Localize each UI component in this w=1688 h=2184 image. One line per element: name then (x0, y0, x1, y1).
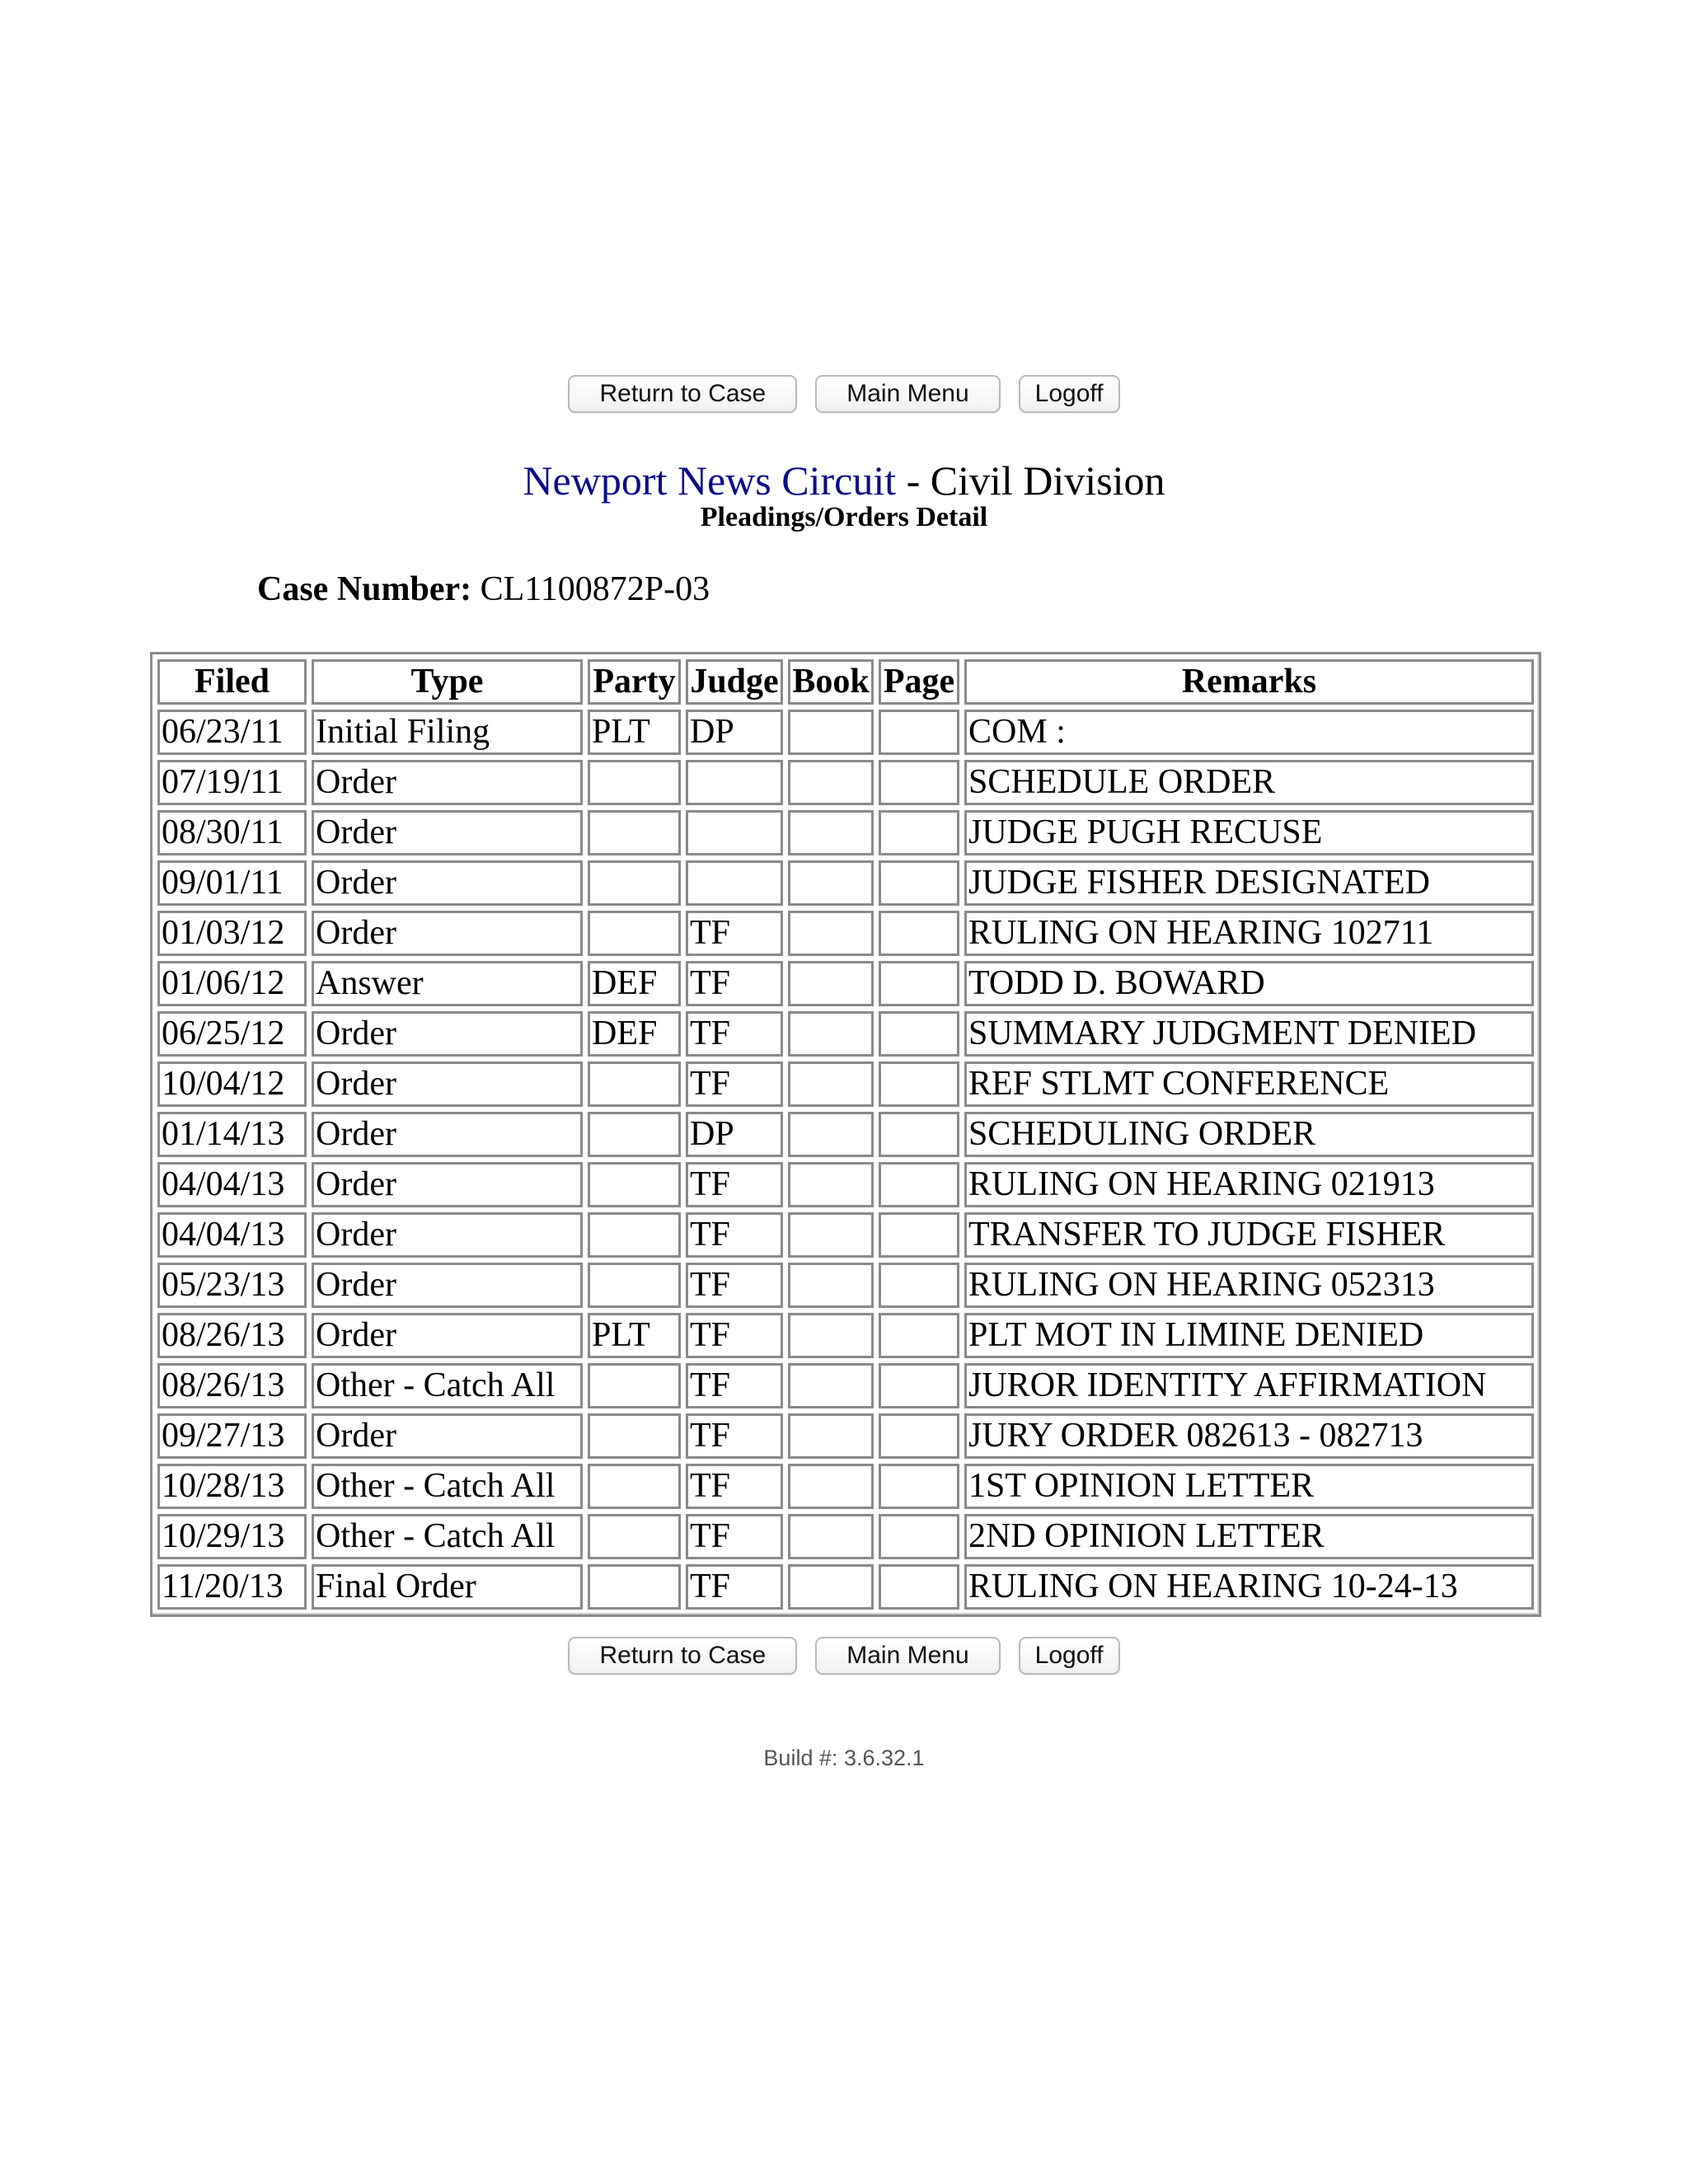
cell-judge: TF (686, 1313, 783, 1358)
cell-book (788, 860, 874, 906)
table-row (157, 1514, 1534, 1559)
cell-book (788, 1263, 874, 1308)
table-row (157, 1011, 1534, 1057)
cell-party (588, 810, 681, 855)
cell-filed: 08/30/11 (157, 810, 307, 855)
cell-book (788, 1514, 874, 1559)
cell-page (879, 1112, 959, 1157)
cell-party: DEF (588, 1011, 681, 1057)
cell-remarks: SCHEDULE ORDER (964, 760, 1534, 805)
cell-page (879, 1011, 959, 1057)
cell-party (588, 911, 681, 956)
cell-party (588, 1162, 681, 1207)
cell-type: Order (312, 1212, 583, 1258)
title-separator: - (896, 457, 931, 504)
column-header-party: Party (588, 659, 681, 705)
cell-type: Order (312, 1263, 583, 1308)
cell-book (788, 810, 874, 855)
cell-type: Initial Filing (312, 710, 583, 755)
cell-remarks: PLT MOT IN LIMINE DENIED (964, 1313, 1534, 1358)
table-row (157, 911, 1534, 956)
column-header-book: Book (788, 659, 874, 705)
cell-page (879, 710, 959, 755)
table-row (157, 1162, 1534, 1207)
cell-remarks: TRANSFER TO JUDGE FISHER (964, 1212, 1534, 1258)
cell-party (588, 1363, 681, 1408)
cell-type: Answer (312, 961, 583, 1006)
table-row (157, 1564, 1534, 1610)
cell-book (788, 760, 874, 805)
cell-type: Order (312, 1413, 583, 1459)
page-title (0, 456, 1688, 505)
cell-page (879, 1212, 959, 1258)
cell-remarks: JUDGE PUGH RECUSE (964, 810, 1534, 855)
build-number: Build #: 3.6.32.1 (763, 1746, 925, 1770)
bottom-nav (0, 1637, 1688, 1675)
logoff-button[interactable]: Logoff (1019, 375, 1120, 413)
cell-page (879, 860, 959, 906)
cell-book (788, 1413, 874, 1459)
cell-filed: 10/28/13 (157, 1464, 307, 1509)
column-header-remarks: Remarks (964, 659, 1534, 705)
cell-party (588, 1564, 681, 1610)
cell-judge: DP (686, 710, 783, 755)
cell-party (588, 1413, 681, 1459)
return-to-case-button[interactable]: Return to Case (568, 375, 797, 413)
case-number-value: CL1100872P-03 (480, 570, 710, 608)
cell-party (588, 1263, 681, 1308)
cell-page (879, 1514, 959, 1559)
cell-book (788, 961, 874, 1006)
division-name: Civil Division (930, 457, 1165, 504)
cell-judge: TF (686, 1514, 783, 1559)
cell-filed: 09/01/11 (157, 860, 307, 906)
page-subtitle: Pleadings/Orders Detail (700, 502, 988, 532)
cell-judge: TF (686, 961, 783, 1006)
cell-type: Order (312, 1313, 583, 1358)
cell-filed: 01/06/12 (157, 961, 307, 1006)
cell-party (588, 860, 681, 906)
cell-filed: 10/29/13 (157, 1514, 307, 1559)
cell-type: Order (312, 1162, 583, 1207)
cell-page (879, 1162, 959, 1207)
cell-remarks: RULING ON HEARING 10-24-13 (964, 1564, 1534, 1610)
cell-remarks: SUMMARY JUDGMENT DENIED (964, 1011, 1534, 1057)
cell-book (788, 1212, 874, 1258)
cell-remarks: TODD D. BOWARD (964, 961, 1534, 1006)
pleadings-table (150, 652, 1541, 1617)
column-header-page: Page (879, 659, 959, 705)
table-row (157, 760, 1534, 805)
cell-judge: TF (686, 1162, 783, 1207)
cell-filed: 10/04/12 (157, 1062, 307, 1107)
cell-party (588, 1112, 681, 1157)
cell-page (879, 1413, 959, 1459)
cell-book (788, 710, 874, 755)
cell-book (788, 1011, 874, 1057)
court-name: Newport News Circuit (523, 457, 897, 504)
cell-type: Final Order (312, 1564, 583, 1610)
table-row (157, 710, 1534, 755)
cell-filed: 04/04/13 (157, 1212, 307, 1258)
cell-type: Order (312, 1062, 583, 1107)
cell-book (788, 911, 874, 956)
logoff-button[interactable]: Logoff (1019, 1637, 1120, 1675)
cell-type: Order (312, 1112, 583, 1157)
cell-judge (686, 860, 783, 906)
cell-page (879, 760, 959, 805)
cell-type: Order (312, 860, 583, 906)
cell-remarks: 1ST OPINION LETTER (964, 1464, 1534, 1509)
cell-filed: 09/27/13 (157, 1413, 307, 1459)
cell-judge: TF (686, 1263, 783, 1308)
cell-remarks: JUROR IDENTITY AFFIRMATION (964, 1363, 1534, 1408)
cell-book (788, 1062, 874, 1107)
cell-type: Other - Catch All (312, 1363, 583, 1408)
cell-party (588, 1464, 681, 1509)
cell-judge: TF (686, 1062, 783, 1107)
cell-book (788, 1313, 874, 1358)
cell-page (879, 1363, 959, 1408)
table-row (157, 1313, 1534, 1358)
cell-page (879, 1564, 959, 1610)
cell-remarks: RULING ON HEARING 052313 (964, 1263, 1534, 1308)
cell-page (879, 911, 959, 956)
cell-book (788, 1464, 874, 1509)
cell-remarks: RULING ON HEARING 021913 (964, 1162, 1534, 1207)
cell-party (588, 1062, 681, 1107)
cell-party (588, 1212, 681, 1258)
cell-page (879, 1464, 959, 1509)
cell-page (879, 1263, 959, 1308)
cell-remarks: REF STLMT CONFERENCE (964, 1062, 1534, 1107)
cell-filed: 07/19/11 (157, 760, 307, 805)
cell-type: Order (312, 760, 583, 805)
cell-filed: 01/14/13 (157, 1112, 307, 1157)
cell-judge: TF (686, 1413, 783, 1459)
table-row (157, 961, 1534, 1006)
cell-remarks: JURY ORDER 082613 - 082713 (964, 1413, 1534, 1459)
cell-party (588, 760, 681, 805)
cell-party: PLT (588, 710, 681, 755)
cell-judge (686, 760, 783, 805)
cell-remarks: JUDGE FISHER DESIGNATED (964, 860, 1534, 906)
cell-judge (686, 810, 783, 855)
cell-judge: TF (686, 1564, 783, 1610)
table-row (157, 1062, 1534, 1107)
table-header-row (157, 659, 1534, 705)
cell-type: Other - Catch All (312, 1514, 583, 1559)
cell-page (879, 1313, 959, 1358)
cell-book (788, 1363, 874, 1408)
cell-book (788, 1564, 874, 1610)
cell-party (588, 1514, 681, 1559)
cell-type: Order (312, 1011, 583, 1057)
case-number-label: Case Number: (257, 570, 472, 608)
cell-judge: TF (686, 1011, 783, 1057)
table-row (157, 1464, 1534, 1509)
cell-page (879, 961, 959, 1006)
cell-book (788, 1112, 874, 1157)
cell-judge: DP (686, 1112, 783, 1157)
table-row (157, 810, 1534, 855)
top-nav (0, 375, 1688, 413)
column-header-type: Type (312, 659, 583, 705)
cell-filed: 08/26/13 (157, 1313, 307, 1358)
table-row (157, 1363, 1534, 1408)
main-menu-button[interactable]: Main Menu (815, 375, 1000, 413)
cell-type: Order (312, 810, 583, 855)
table-row (157, 1112, 1534, 1157)
cell-filed: 08/26/13 (157, 1363, 307, 1408)
cell-filed: 06/23/11 (157, 710, 307, 755)
cell-party: DEF (588, 961, 681, 1006)
column-header-judge: Judge (686, 659, 783, 705)
table-body (157, 710, 1534, 1610)
cell-type: Order (312, 911, 583, 956)
table-row (157, 860, 1534, 906)
cell-party: PLT (588, 1313, 681, 1358)
case-number (257, 569, 710, 610)
cell-filed: 06/25/12 (157, 1011, 307, 1057)
cell-book (788, 1162, 874, 1207)
cell-judge: TF (686, 911, 783, 956)
cell-page (879, 1062, 959, 1107)
cell-judge: TF (686, 1464, 783, 1509)
table-row (157, 1263, 1534, 1308)
table-row (157, 1212, 1534, 1258)
cell-type: Other - Catch All (312, 1464, 583, 1509)
cell-remarks: RULING ON HEARING 102711 (964, 911, 1534, 956)
cell-judge: TF (686, 1212, 783, 1258)
table-row (157, 1413, 1534, 1459)
cell-remarks: COM : (964, 710, 1534, 755)
main-menu-button[interactable]: Main Menu (815, 1637, 1000, 1675)
column-header-filed: Filed (157, 659, 307, 705)
cell-remarks: 2ND OPINION LETTER (964, 1514, 1534, 1559)
cell-filed: 04/04/13 (157, 1162, 307, 1207)
cell-filed: 05/23/13 (157, 1263, 307, 1308)
cell-page (879, 810, 959, 855)
cell-filed: 01/03/12 (157, 911, 307, 956)
cell-judge: TF (686, 1363, 783, 1408)
cell-filed: 11/20/13 (157, 1564, 307, 1610)
cell-remarks: SCHEDULING ORDER (964, 1112, 1534, 1157)
return-to-case-button[interactable]: Return to Case (568, 1637, 797, 1675)
